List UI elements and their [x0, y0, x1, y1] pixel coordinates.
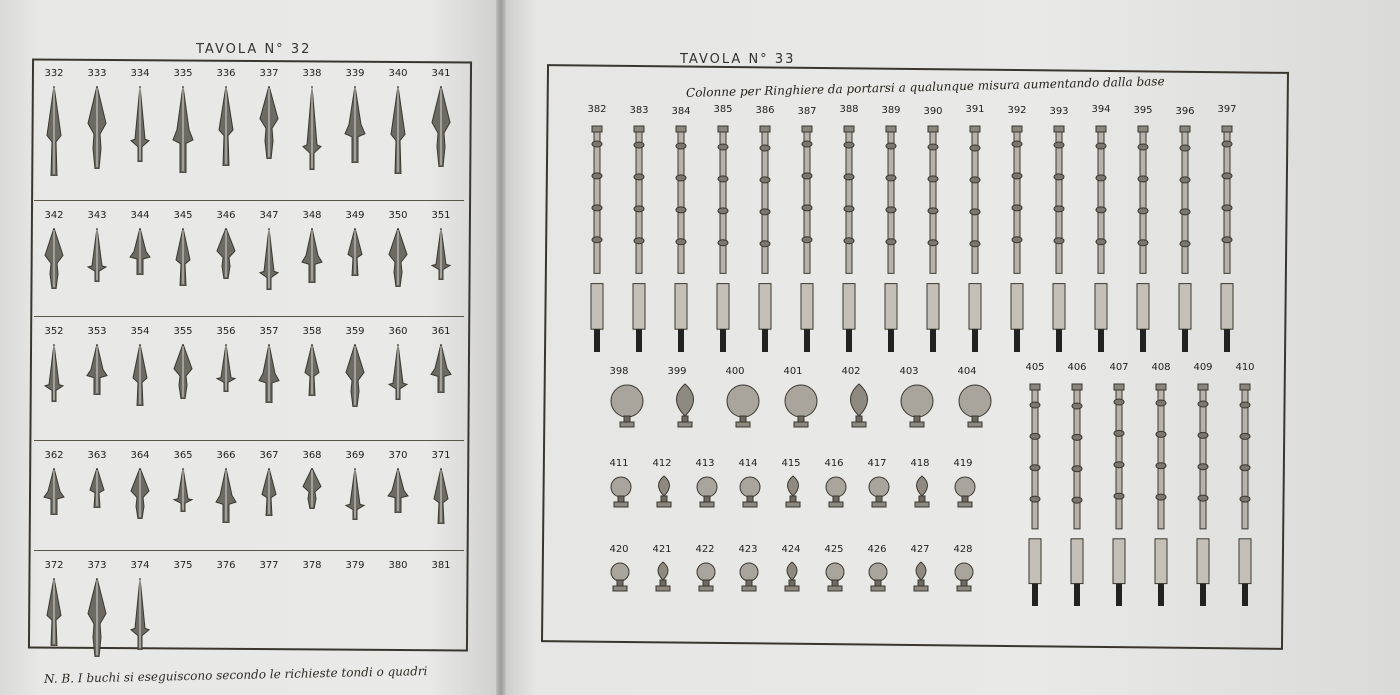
post-drawing	[1234, 382, 1256, 606]
spearhead-drawing	[85, 228, 109, 282]
finial-drawing	[722, 382, 764, 430]
column-drawing	[628, 124, 650, 352]
right-plate-title: TAVOLA N° 33	[680, 52, 796, 67]
item-number: 332	[44, 68, 64, 79]
spearhead-item	[34, 450, 74, 515]
spearhead-drawing	[42, 86, 66, 176]
item-number: 335	[173, 68, 193, 79]
item-number: 418	[910, 458, 930, 469]
finial-drawing	[606, 474, 636, 510]
spearhead-drawing	[386, 468, 410, 513]
item-number: 365	[173, 450, 193, 461]
item-number: 400	[725, 366, 745, 377]
item-number: 378	[302, 560, 322, 571]
item-number: 422	[695, 544, 715, 555]
item-number: 372	[44, 560, 64, 571]
spearhead-item	[163, 326, 203, 399]
spearhead-drawing	[85, 344, 109, 395]
spearhead-drawing	[171, 344, 195, 399]
spearhead-item	[120, 560, 160, 650]
item-number: 386	[755, 105, 775, 116]
column-drawing	[1090, 124, 1112, 352]
spearhead-drawing	[42, 578, 66, 646]
spearhead-item	[249, 68, 289, 159]
item-number: 350	[388, 210, 408, 221]
item-number: 396	[1175, 106, 1195, 117]
spearhead-item	[120, 68, 160, 162]
spearhead-item	[34, 210, 74, 289]
item-number: 356	[216, 326, 236, 337]
item-number: 416	[824, 458, 844, 469]
columns-area	[560, 100, 1280, 640]
spearhead-item	[120, 210, 160, 275]
spearhead-drawing	[429, 228, 453, 280]
finial-drawing	[606, 382, 648, 430]
item-number: 389	[881, 105, 901, 116]
item-number: 398	[609, 366, 629, 377]
spearhead-item	[206, 450, 246, 523]
item-number: 377	[259, 560, 279, 571]
post-drawing	[1150, 382, 1172, 606]
item-number: 414	[738, 458, 758, 469]
spearhead-drawing	[386, 344, 410, 400]
item-number: 349	[345, 210, 365, 221]
spearhead-drawing	[214, 468, 238, 523]
item-number: 367	[259, 450, 279, 461]
spearhead-item	[378, 68, 418, 174]
spearhead-item	[206, 326, 246, 392]
spearhead-drawing	[343, 468, 367, 520]
item-number: 383	[629, 105, 649, 116]
item-number: 387	[797, 106, 817, 117]
row-divider	[34, 200, 464, 201]
spearhead-item	[378, 560, 418, 572]
spearhead-item	[292, 560, 332, 572]
item-number: 353	[87, 326, 107, 337]
item-number: 408	[1151, 362, 1171, 373]
item-number: 401	[783, 366, 803, 377]
item-number: 417	[867, 458, 887, 469]
spearhead-drawing	[42, 228, 66, 289]
item-number: 341	[431, 68, 451, 79]
spearhead-drawing	[128, 344, 152, 406]
spearhead-drawing	[343, 228, 367, 276]
spearhead-item	[335, 560, 375, 572]
spearhead-drawing	[85, 578, 109, 657]
finial-drawing	[821, 474, 851, 510]
spearhead-drawing	[85, 468, 109, 508]
item-number: 340	[388, 68, 408, 79]
item-number: 354	[130, 326, 150, 337]
spearhead-row	[34, 326, 464, 430]
spearhead-drawing	[429, 344, 453, 393]
spearhead-item	[378, 326, 418, 400]
item-number: 361	[431, 326, 451, 337]
item-number: 390	[923, 106, 943, 117]
item-number: 360	[388, 326, 408, 337]
spearhead-item	[77, 450, 117, 508]
spearhead-row	[34, 210, 464, 314]
column-drawing	[712, 124, 734, 352]
spearhead-item	[163, 68, 203, 173]
spearhead-drawing	[85, 86, 109, 169]
post-drawing	[1024, 382, 1046, 606]
spearhead-item	[77, 210, 117, 282]
item-number: 343	[87, 210, 107, 221]
spearhead-item	[378, 210, 418, 287]
item-number: 351	[431, 210, 451, 221]
item-number: 348	[302, 210, 322, 221]
spearhead-drawing	[257, 86, 281, 159]
item-number: 368	[302, 450, 322, 461]
item-number: 393	[1049, 106, 1069, 117]
spearhead-drawing	[214, 228, 238, 279]
finial-drawing	[950, 560, 978, 594]
finial-drawing	[780, 382, 822, 430]
finial-drawing	[907, 474, 937, 510]
finial-drawing	[821, 560, 849, 594]
spearhead-item	[120, 450, 160, 519]
item-number: 357	[259, 326, 279, 337]
finial-drawing	[954, 382, 996, 430]
item-number: 421	[652, 544, 672, 555]
item-number: 359	[345, 326, 365, 337]
item-number: 405	[1025, 362, 1045, 373]
item-number: 363	[87, 450, 107, 461]
spearhead-item	[249, 326, 289, 403]
right-plate-heading: Colonne per Ringhiere da portarsi a qualunque misura aumentando dalla base	[685, 74, 1165, 100]
item-number: 342	[44, 210, 64, 221]
spearhead-drawing	[386, 228, 410, 287]
spearhead-drawing	[300, 468, 324, 509]
item-number: 407	[1109, 362, 1129, 373]
column-drawing	[964, 124, 986, 352]
item-number: 381	[431, 560, 451, 571]
item-number: 366	[216, 450, 236, 461]
item-number: 399	[667, 366, 687, 377]
spearhead-item	[335, 210, 375, 276]
spearhead-drawing	[214, 86, 238, 166]
spearhead-drawing	[171, 228, 195, 286]
spearhead-drawing	[42, 344, 66, 402]
spearhead-item	[335, 450, 375, 520]
spearhead-drawing	[257, 468, 281, 516]
column-drawing	[754, 124, 776, 352]
spearhead-item	[292, 210, 332, 283]
post-drawing	[1066, 382, 1088, 606]
spearhead-row	[34, 68, 464, 198]
finial-drawing	[778, 560, 806, 594]
item-number: 338	[302, 68, 322, 79]
spearhead-item	[421, 450, 461, 524]
spearhead-item	[206, 560, 246, 572]
finial-drawing	[950, 474, 980, 510]
spearhead-item	[292, 326, 332, 396]
finial-drawing	[649, 560, 677, 594]
item-number: 364	[130, 450, 150, 461]
finial-drawing	[896, 382, 938, 430]
item-number: 423	[738, 544, 758, 555]
spearhead-drawing	[128, 468, 152, 519]
spearhead-item	[335, 326, 375, 407]
left-plate-title: TAVOLA N° 32	[196, 42, 312, 57]
item-number: 362	[44, 450, 64, 461]
spearhead-item	[421, 68, 461, 167]
spearhead-item	[163, 210, 203, 286]
spearhead-item	[378, 450, 418, 513]
spearhead-drawing	[300, 228, 324, 283]
item-number: 334	[130, 68, 150, 79]
spearhead-item	[77, 560, 117, 657]
spearhead-drawing	[429, 86, 453, 167]
item-number: 345	[173, 210, 193, 221]
finial-drawing	[664, 382, 706, 430]
spearhead-drawing	[42, 468, 66, 515]
column-drawing	[796, 124, 818, 352]
item-number: 409	[1193, 362, 1213, 373]
row-divider	[34, 440, 464, 441]
spearhead-drawing	[300, 344, 324, 396]
item-number: 413	[695, 458, 715, 469]
item-number: 403	[899, 366, 919, 377]
item-number: 425	[824, 544, 844, 555]
item-number: 395	[1133, 105, 1153, 116]
spearhead-drawing	[343, 344, 367, 407]
item-number: 428	[953, 544, 973, 555]
finial-drawing	[838, 382, 880, 430]
item-number: 370	[388, 450, 408, 461]
item-number: 406	[1067, 362, 1087, 373]
finial-drawing	[606, 560, 634, 594]
item-number: 385	[713, 104, 733, 115]
item-number: 391	[965, 104, 985, 115]
item-number: 411	[609, 458, 629, 469]
spearhead-item	[249, 560, 289, 572]
item-number: 402	[841, 366, 861, 377]
finial-drawing	[864, 474, 894, 510]
column-drawing	[670, 124, 692, 352]
item-number: 369	[345, 450, 365, 461]
item-number: 427	[910, 544, 930, 555]
spearhead-item	[421, 210, 461, 280]
item-number: 373	[87, 560, 107, 571]
finial-drawing	[864, 560, 892, 594]
spearhead-drawing	[128, 86, 152, 162]
spearhead-item	[34, 560, 74, 646]
item-number: 374	[130, 560, 150, 571]
item-number: 412	[652, 458, 672, 469]
column-drawing	[838, 124, 860, 352]
item-number: 420	[609, 544, 629, 555]
spearhead-item	[120, 326, 160, 406]
item-number: 376	[216, 560, 236, 571]
finial-drawing	[735, 474, 765, 510]
column-drawing	[1174, 124, 1196, 352]
column-drawing	[1132, 124, 1154, 352]
column-drawing	[922, 124, 944, 352]
spearhead-item	[163, 450, 203, 512]
spearhead-item	[77, 68, 117, 169]
spearhead-item	[77, 326, 117, 395]
item-number: 371	[431, 450, 451, 461]
item-number: 388	[839, 104, 859, 115]
finial-drawing	[778, 474, 808, 510]
spearhead-drawing	[171, 86, 195, 173]
spearhead-drawing	[128, 228, 152, 275]
spearhead-drawing	[386, 86, 410, 174]
item-number: 337	[259, 68, 279, 79]
spearhead-item	[335, 68, 375, 163]
item-number: 346	[216, 210, 236, 221]
item-number: 355	[173, 326, 193, 337]
left-plate-footnote: N. B. I buchi si eseguiscono secondo le richieste tondi o quadri	[43, 663, 428, 687]
finial-drawing	[692, 560, 720, 594]
column-drawing	[880, 124, 902, 352]
item-number: 397	[1217, 104, 1237, 115]
item-number: 347	[259, 210, 279, 221]
spearhead-item	[206, 210, 246, 279]
post-drawing	[1108, 382, 1130, 606]
spearhead-drawing	[429, 468, 453, 524]
item-number: 424	[781, 544, 801, 555]
spearhead-item	[292, 450, 332, 509]
item-number: 419	[953, 458, 973, 469]
item-number: 426	[867, 544, 887, 555]
column-drawing	[1006, 124, 1028, 352]
post-drawing	[1192, 382, 1214, 606]
item-number: 336	[216, 68, 236, 79]
item-number: 333	[87, 68, 107, 79]
spearhead-item	[421, 326, 461, 393]
item-number: 382	[587, 104, 607, 115]
item-number: 379	[345, 560, 365, 571]
spearhead-item	[163, 560, 203, 572]
finial-drawing	[735, 560, 763, 594]
book-gutter	[496, 0, 506, 695]
item-number: 394	[1091, 104, 1111, 115]
spearhead-drawing	[171, 468, 195, 512]
spearhead-item	[34, 326, 74, 402]
row-divider	[34, 550, 464, 551]
item-number: 339	[345, 68, 365, 79]
finial-drawing	[907, 560, 935, 594]
item-number: 352	[44, 326, 64, 337]
spearhead-item	[292, 68, 332, 170]
item-number: 384	[671, 106, 691, 117]
item-number: 392	[1007, 105, 1027, 116]
spearhead-item	[249, 210, 289, 290]
item-number: 380	[388, 560, 408, 571]
finial-drawing	[649, 474, 679, 510]
spearhead-item	[34, 68, 74, 176]
item-number: 415	[781, 458, 801, 469]
finial-drawing	[692, 474, 722, 510]
spearhead-drawing	[343, 86, 367, 163]
item-number: 410	[1235, 362, 1255, 373]
item-number: 344	[130, 210, 150, 221]
spearhead-item	[421, 560, 461, 572]
spearhead-row	[34, 450, 464, 546]
column-drawing	[1216, 124, 1238, 352]
spearhead-drawing	[300, 86, 324, 170]
spearhead-drawing	[214, 344, 238, 392]
item-number: 375	[173, 560, 193, 571]
column-drawing	[586, 124, 608, 352]
spearhead-drawing	[128, 578, 152, 650]
item-number: 404	[957, 366, 977, 377]
spearhead-grid	[34, 64, 464, 638]
spearhead-item	[206, 68, 246, 166]
column-drawing	[1048, 124, 1070, 352]
spearhead-drawing	[257, 228, 281, 290]
item-number: 358	[302, 326, 322, 337]
spearhead-drawing	[257, 344, 281, 403]
spearhead-item	[249, 450, 289, 516]
spearhead-row	[34, 560, 464, 680]
row-divider	[34, 316, 464, 317]
